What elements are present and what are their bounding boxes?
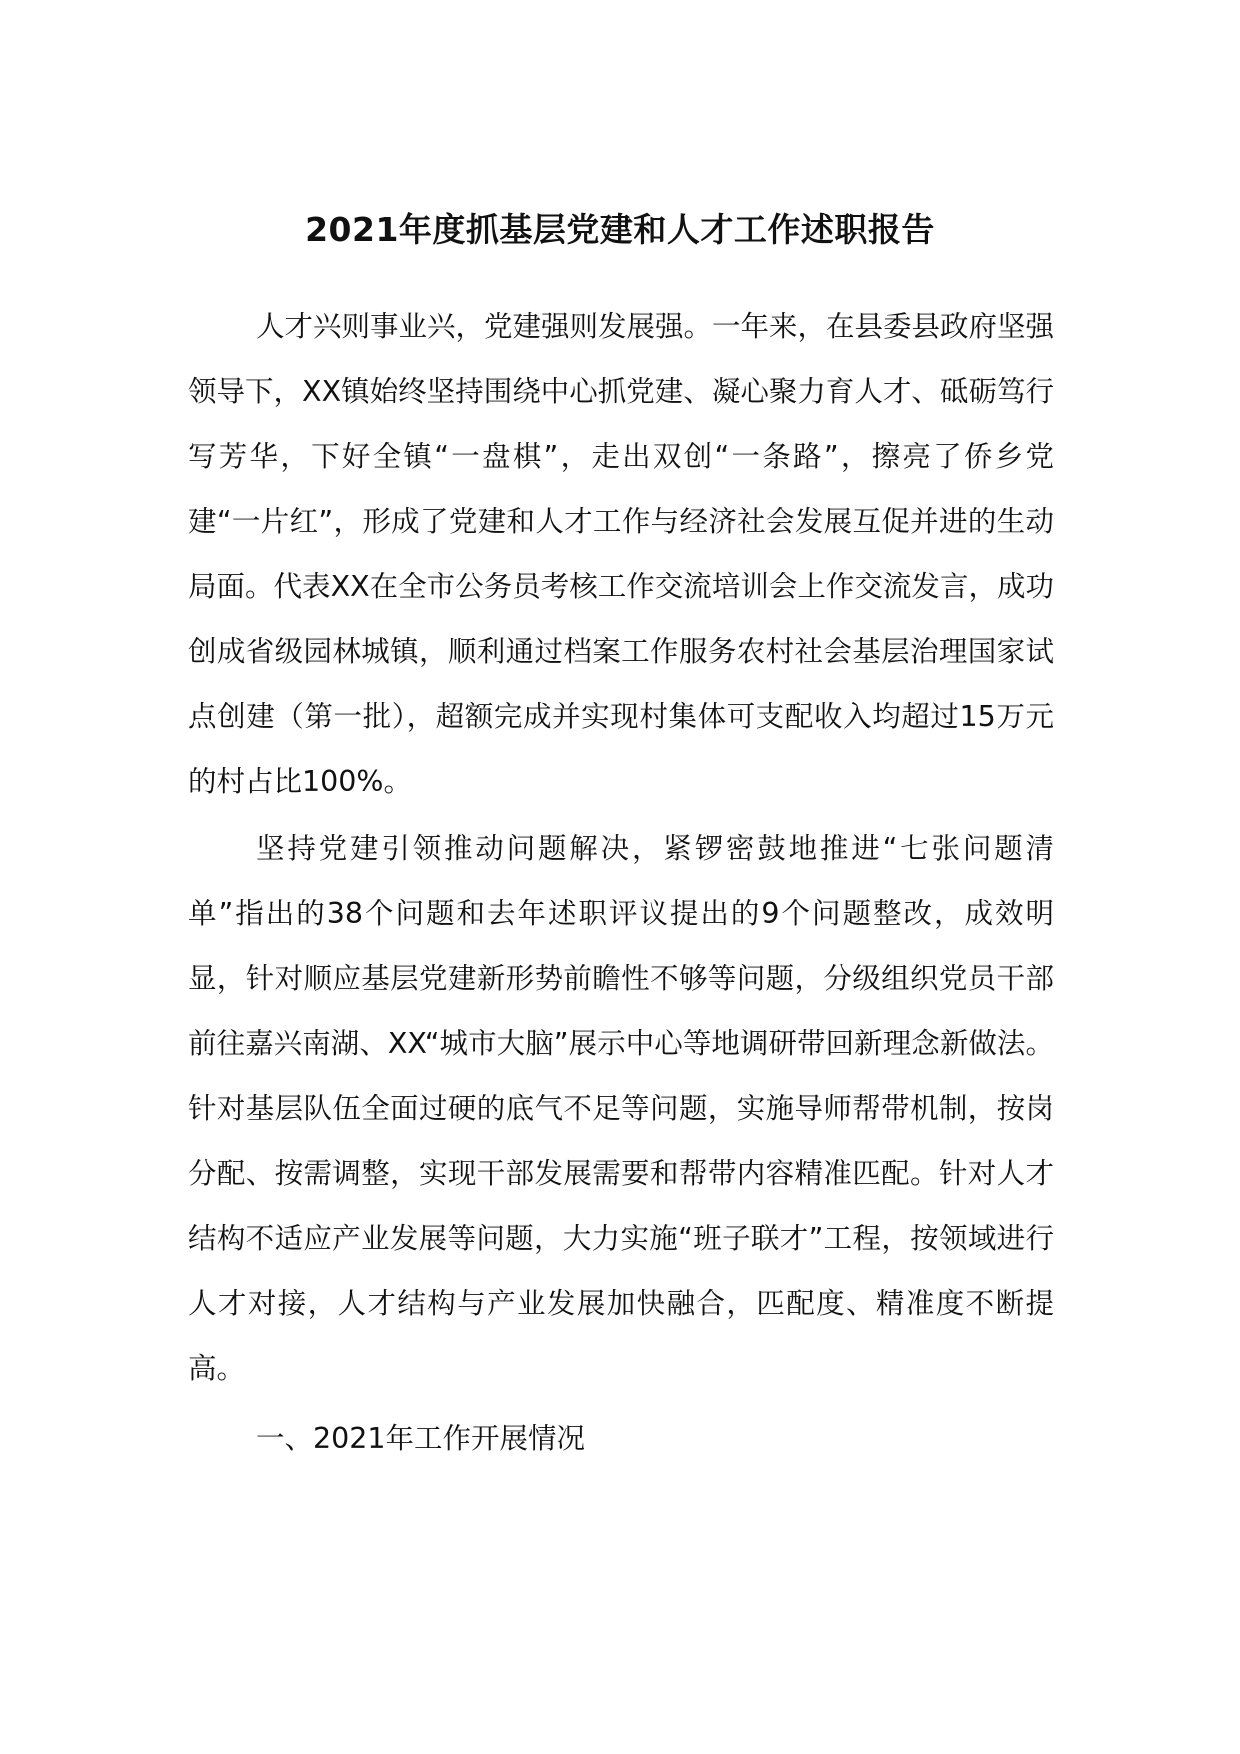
paragraph-intro: 人才兴则事业兴，党建强则发展强。一年来，在县委县政府坚强领导下，XX镇始终坚持围绕中心抓党建、凝心聚力育人才、砥砺笃行写芳华，下好全镇“一盘棋”，走出双创“一条路”，擦亮了侨乡党建“一片红”，形成了党建和人才工作与经济社会发展互促并进的生动局面。代表XX在全市公务员考核工作交流培训会上作交流发言，成功创成省级园林城镇，顺利通过档案工作服务农村社会基层治理国家试点创建（第一批），超额完成并实现村集体可支配收入均超过15万元的村占比100%。 (188, 310, 1055, 798)
paragraph-problem-solving: 坚持党建引领推动问题解决，紧锣密鼓地推进“七张问题清单”指出的38个问题和去年述职评议提出的9个问题整改，成效明显，针对顺应基层党建新形势前瞻性不够等问题，分级组织党员干部前往嘉兴南湖、XX“城市大脑”展示中心等地调研带回新理念新做法。针对基层队伍全面过硬的底气不足等问题，实施导师帮带机制，按岗分配、按需调整，实现干部发展需要和帮带内容精准匹配。针对人才结构不适应产业发展等问题，大力实施“班子联才”工程，按领域进行人才对接，人才结构与产业发展加快融合，匹配度、精准度不断提高。 (188, 832, 1054, 1385)
document-title: 2021年度抓基层党建和人才工作述职报告 (305, 210, 935, 249)
section-heading: 一、2021年工作开展情况 (256, 1422, 586, 1455)
